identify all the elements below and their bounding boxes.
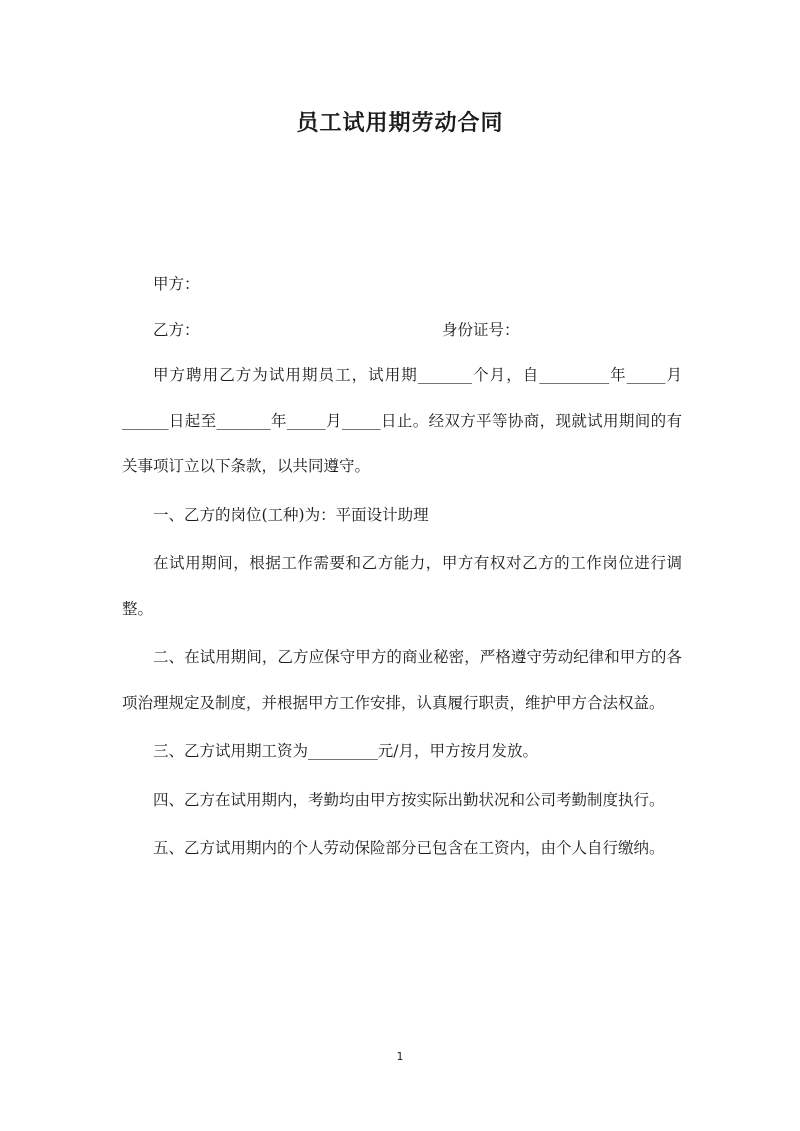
party-a-label: 甲方：	[153, 275, 200, 293]
page-number: 1	[396, 1050, 404, 1063]
paragraph-probation-term: 甲方聘用乙方为试用期员工，试用期_______个月，自_________年_____月______日起至_______年_____月_____日止。经双方平等协商，现就试用期间的有关事项订立以下条款，以共同遵守。	[122, 366, 682, 475]
paragraph-clause-5: 五、乙方试用期内的个人劳动保险部分已包含在工资内，由个人自行缴纳。	[153, 839, 665, 857]
paragraph-clause-1: 一、乙方的岗位(工种)为：平面设计助理	[153, 505, 429, 524]
id-number-label: 身份证号：	[442, 320, 520, 339]
document-title: 员工试用期劳动合同	[296, 111, 504, 136]
paragraph-clause-1-detail: 在试用期间，根据工作需要和乙方能力，甲方有权对乙方的工作岗位进行调整。	[122, 554, 682, 618]
document-body	[122, 262, 682, 875]
party-b-label: 乙方：	[153, 320, 200, 339]
party-b-row	[122, 308, 682, 354]
paragraph-clause-3: 三、乙方试用期工资为_________元/月，甲方按月发放。	[153, 742, 538, 760]
paragraph-clause-2: 二、在试用期间，乙方应保守甲方的商业秘密，严格遵守劳动纪律和甲方的各项治理规定及制度，并根据甲方工作安排，认真履行职责，维护甲方合法权益。	[122, 648, 682, 712]
paragraph-clause-4: 四、乙方在试用期内，考勤均由甲方按实际出勤状况和公司考勤制度执行。	[153, 790, 665, 809]
